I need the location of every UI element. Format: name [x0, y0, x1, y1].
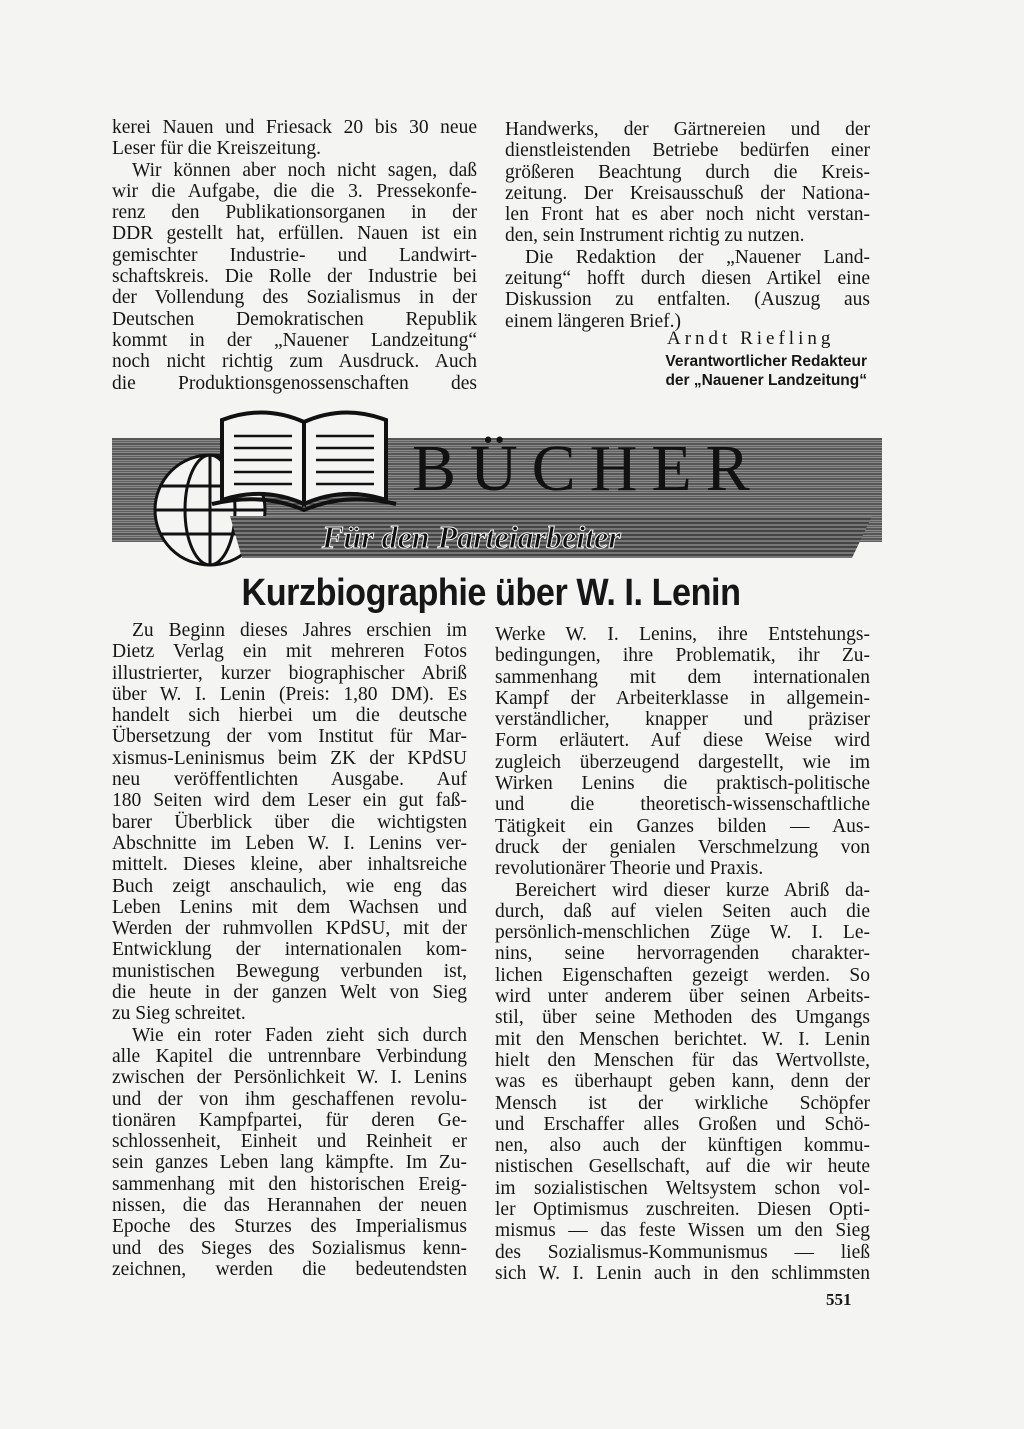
- text-line: Wie ein roter Faden zieht sich durch: [132, 1024, 467, 1046]
- article-left-column: [112, 620, 467, 1280]
- text-line: hielt den Menschen für das Wertvollste,: [495, 1049, 870, 1071]
- text-line: sich W. I. Lenin auch in den schlimmsten: [495, 1262, 870, 1284]
- text-line: gemischter Industrie- und Landwirt-: [112, 244, 477, 266]
- page-number: 551: [826, 1290, 852, 1309]
- text-line: nen, also auch der künftigen kommu-: [495, 1135, 870, 1157]
- text-line: Die Redaktion der „Nauener Land-: [525, 246, 870, 268]
- text-line: zeichnen, werden die bedeutendsten: [112, 1258, 467, 1280]
- top-left-para-2: [112, 160, 477, 394]
- text-line: Buch zeigt anschaulich, wie eng das: [112, 875, 467, 897]
- top-right-column: [505, 119, 870, 332]
- text-line: noch nicht richtig zum Ausdruck. Auch: [112, 351, 477, 373]
- text-line: schaftskreis. Die Rolle der Industrie bei: [112, 266, 477, 288]
- signature-role-line-1: Verantwortlicher Redakteur: [665, 353, 867, 370]
- text-line: neu veröffentlichten Ausgabe. Auf: [112, 769, 467, 791]
- text-line: zu Sieg schreitet.: [112, 1003, 246, 1025]
- article-left-para-2: [112, 1025, 467, 1281]
- text-line: Wirken Lenins die praktisch-politische: [495, 773, 870, 795]
- top-right-para-2: [505, 247, 870, 332]
- text-line: revolutionärer Theorie und Praxis.: [495, 858, 764, 880]
- open-book-icon: [212, 412, 396, 510]
- article-right-para-2: [495, 880, 870, 1285]
- text-line: lichen Eigenschaften gezeigt werden. So: [495, 964, 870, 986]
- text-line: stil, über seine Methoden des Umgangs: [495, 1007, 870, 1029]
- text-line: dienstleistenden Betriebe bedürfen einer: [505, 140, 870, 162]
- text-line: und des Sieges des Sozialismus kenn-: [112, 1237, 467, 1259]
- article-right-column: [495, 624, 870, 1284]
- text-line: Diskussion zu entfalten. (Auszug aus: [505, 289, 870, 311]
- text-line: einem längeren Brief.): [505, 310, 681, 332]
- banner-title: BÜCHER: [412, 432, 764, 505]
- text-line: Abschnitte im Leben W. I. Lenins ver-: [112, 832, 467, 854]
- signature-name: Arndt Riefling: [667, 328, 835, 349]
- books-banner: [112, 398, 882, 568]
- text-line: im sozialistischen Weltsystem schon vol-: [495, 1177, 870, 1199]
- text-line: mit den Menschen berichtet. W. I. Lenin: [495, 1028, 870, 1050]
- text-line: der Vollendung des Sozialismus in der: [112, 287, 477, 309]
- text-line: und die theoretisch-wissenschaftliche: [495, 794, 870, 816]
- text-line: Entwicklung der internationalen kom-: [112, 939, 467, 961]
- top-right-para-1: [505, 119, 870, 247]
- text-line: zugleich überzeugend dargestellt, wie im: [495, 751, 870, 773]
- text-line: Bereichert wird dieser kurze Abriß da-: [515, 879, 870, 901]
- text-line: tionären Kampfpartei, für deren Ge-: [112, 1109, 467, 1131]
- text-line: zwischen der Persönlichkeit W. I. Lenins: [112, 1067, 467, 1089]
- text-line: wir die Aufgabe, die die 3. Pressekonfe-: [112, 180, 477, 202]
- text-line: und Erschaffer alles Großen und Schö-: [495, 1113, 870, 1135]
- text-line: Dietz Verlag ein mit mehreren Fotos: [112, 641, 467, 663]
- text-line: mittelt. Dieses kleine, aber inhaltsreiche: [112, 854, 467, 876]
- article-headline: Kurzbiographie über W. I. Lenin: [241, 572, 741, 614]
- text-line: kommt in der „Nauener Landzeitung“: [112, 329, 477, 351]
- text-line: nins, seine hervorragenden charakter-: [495, 943, 870, 965]
- text-line: persönlich-menschlichen Züge W. I. Le-: [495, 922, 870, 944]
- text-line: Form erläutert. Auf diese Weise wird: [495, 730, 870, 752]
- text-line: Werden der ruhmvollen KPdSU, mit der: [112, 918, 467, 940]
- text-line: größeren Beachtung durch die Kreis-: [505, 161, 870, 183]
- text-line: schlossenheit, Einheit und Reinheit er: [112, 1131, 467, 1153]
- text-line: mismus — das feste Wissen um den Sieg: [495, 1220, 870, 1242]
- text-line: 180 Seiten wird dem Leser ein gut faß-: [112, 790, 467, 812]
- text-line: Mensch ist der wirkliche Schöpfer: [495, 1092, 870, 1114]
- text-line: illustrierter, kurzer biographischer Abriß: [112, 662, 467, 684]
- text-line: was es überhaupt geben kann, denn der: [495, 1071, 870, 1093]
- text-line: die heute in der ganzen Welt von Sieg: [112, 982, 467, 1004]
- text-line: xismus-Leninismus beim ZK der KPdSU: [112, 747, 467, 769]
- text-line: den, sein Instrument richtig zu nutzen.: [505, 225, 805, 247]
- text-line: Wir können aber noch nicht sagen, daß: [132, 159, 477, 181]
- text-line: nissen, die das Herannahen der neuen: [112, 1195, 467, 1217]
- text-line: Zu Beginn dieses Jahres erschien im: [132, 620, 467, 641]
- text-line: Übersetzung der vom Institut für Mar-: [112, 726, 467, 748]
- text-line: renz den Publikationsorganen in der: [112, 202, 477, 224]
- article-right-para-1: [495, 624, 870, 880]
- text-line: len Front hat es aber noch nicht verstan-: [505, 204, 870, 226]
- text-line: Handwerks, der Gärtnereien und der: [505, 119, 870, 140]
- text-line: bedingungen, ihre Problematik, ihr Zu-: [495, 645, 870, 667]
- text-line: verständlicher, knapper und präziser: [495, 709, 870, 731]
- text-line: und der von ihm geschaffenen revolu-: [112, 1088, 467, 1110]
- text-line: die Produktionsgenossenschaften des: [112, 372, 477, 394]
- text-line: Epoche des Sturzes des Imperialismus: [112, 1216, 467, 1238]
- text-line: wird unter anderem über seinen Arbeits-: [495, 986, 870, 1008]
- text-line: des Sozialismus-Kommunismus — ließ: [495, 1241, 870, 1263]
- text-line: sammenhang mit den historischen Ereig-: [112, 1173, 467, 1195]
- text-line: zeitung“ hofft durch diesen Artikel eine: [505, 268, 870, 290]
- text-line: kerei Nauen und Friesack 20 bis 30 neue: [112, 117, 477, 138]
- top-left-column: [112, 117, 477, 394]
- article-left-para-1: [112, 620, 467, 1025]
- text-line: durch, daß auf vielen Seiten auch die: [495, 900, 870, 922]
- text-line: Kampf der Arbeiterklasse in allgemein-: [495, 687, 870, 709]
- text-line: Deutschen Demokratischen Republik: [112, 308, 477, 330]
- text-line: DDR gestellt hat, erfüllen. Nauen ist ein: [112, 223, 477, 245]
- banner-subtitle: Für den Parteiarbeiter: [322, 519, 621, 555]
- top-left-para-1: [112, 117, 477, 160]
- text-line: alle Kapitel die untrennbare Verbindung: [112, 1045, 467, 1067]
- text-line: zeitung. Der Kreisausschuß der Nationa-: [505, 182, 870, 204]
- text-line: sammenhang mit dem internationalen: [495, 666, 870, 688]
- text-line: über W. I. Lenin (Preis: 1,80 DM). Es: [112, 683, 467, 705]
- text-line: nistischen Gesellschaft, auf die wir heute: [495, 1156, 870, 1178]
- signature-role-line-2: der „Nauener Landzeitung“: [665, 372, 867, 389]
- text-line: ler Optimismus zuschreiten. Diesen Opti-: [495, 1199, 870, 1221]
- text-line: handelt sich hierbei um die deutsche: [112, 705, 467, 727]
- text-line: barer Überblick über die wichtigsten: [112, 811, 467, 833]
- signature-role: [651, 352, 867, 390]
- text-line: Werke W. I. Lenins, ihre Entstehungs-: [495, 624, 870, 645]
- text-line: Leben Lenins mit dem Wachsen und: [112, 896, 467, 918]
- text-line: Tätigkeit ein Ganzes bilden — Aus-: [495, 815, 870, 837]
- text-line: sein ganzes Leben lang kämpfte. Im Zu-: [112, 1152, 467, 1174]
- text-line: druck der genialen Verschmelzung von: [495, 836, 870, 858]
- text-line: Leser für die Kreiszeitung.: [112, 138, 321, 160]
- text-line: munistischen Bewegung verbunden ist,: [112, 960, 467, 982]
